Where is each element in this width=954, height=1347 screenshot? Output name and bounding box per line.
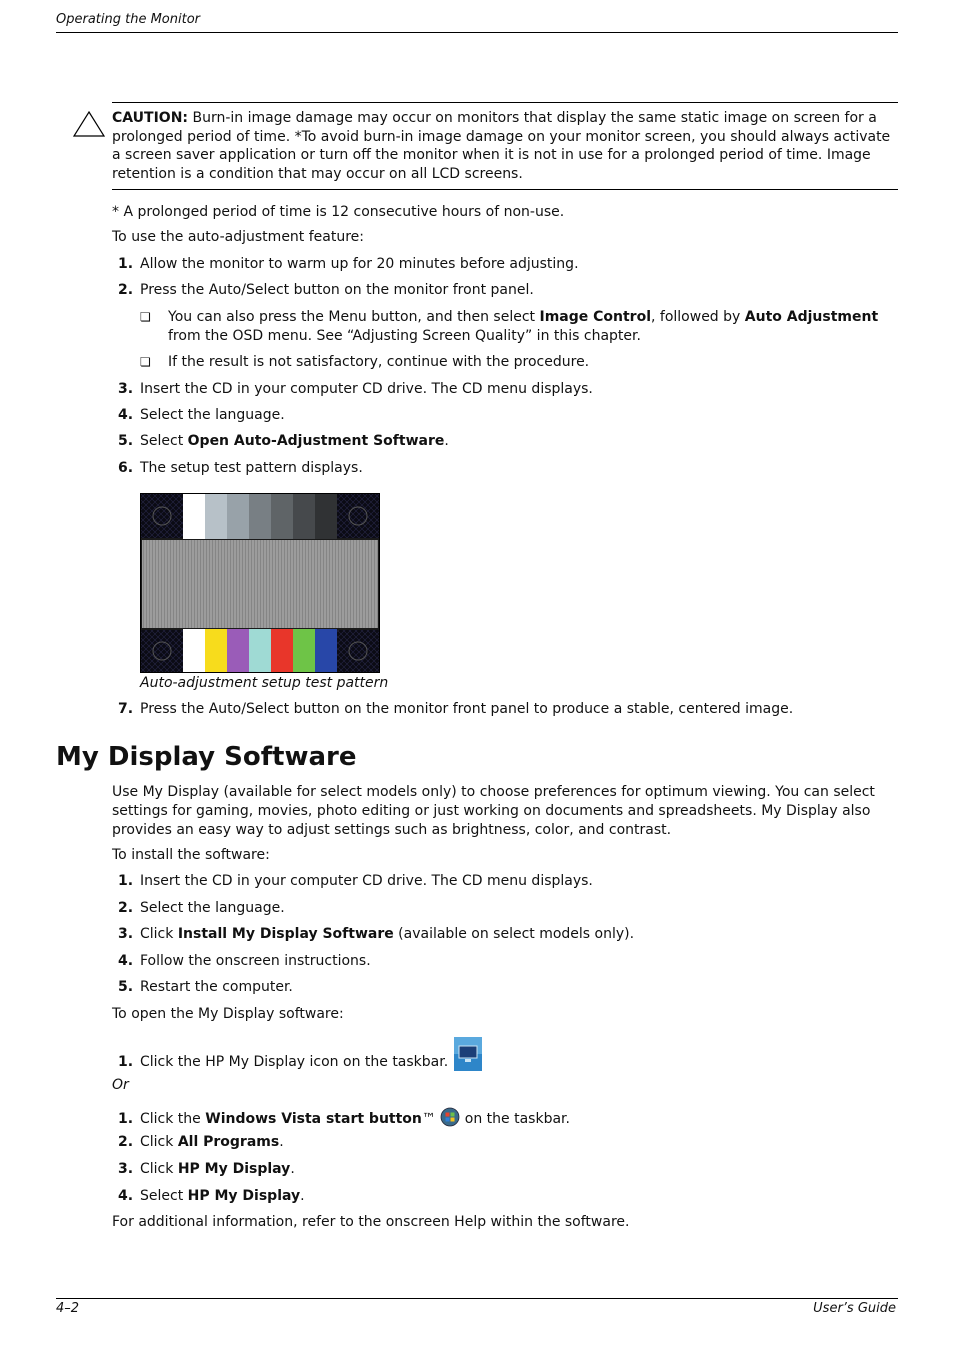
bullet-item: ❏ You can also press the Menu button, and then select Image Control, followed by Auto Adjustment from the OSD menu. See “Adjusting Screen Quality” in this chapter. — [140, 309, 879, 344]
gray-bar — [293, 494, 315, 539]
gray-bar — [271, 494, 293, 539]
figure-caption: Auto-adjustment setup test pattern — [140, 675, 389, 691]
guide-title: User’s Guide — [813, 1301, 896, 1316]
color-bar — [249, 629, 271, 672]
list-item: 7. Press the Auto/Select button on the monitor front panel to produce a stable, centered image. — [118, 701, 794, 717]
hp-my-display-icon — [453, 1036, 483, 1072]
bullet-item: ❏ If the result is not satisfactory, continue with the procedure. — [140, 354, 590, 370]
list-item: 4. Select HP My Display. — [118, 1188, 305, 1204]
test-pattern-image — [140, 493, 380, 673]
color-bar — [227, 629, 249, 672]
gray-field — [142, 540, 378, 628]
list-item: 1. Click the Windows Vista start button™ on the taskbar. — [118, 1107, 898, 1129]
list-item: 4. Follow the onscreen instructions. — [118, 953, 371, 969]
list-item: 5. Restart the computer. — [118, 979, 293, 995]
gray-bar-group — [183, 494, 337, 539]
gray-bar — [249, 494, 271, 539]
running-header: Operating the Monitor — [56, 12, 201, 27]
open-intro: To open the My Display software: — [112, 1006, 344, 1022]
or-separator: Or — [112, 1077, 129, 1093]
color-bar — [205, 629, 227, 672]
page-number: 4–2 — [56, 1301, 80, 1316]
color-bar — [293, 629, 315, 672]
caution-text: Burn-in image damage may occur on monitors that display the same static image on screen for a prolonged period of time. *To avoid burn-in image damage on your monitor screen, you should always activate a screen saver application or turn off the monitor when it is not in use for a prolonged period of time. Image retention is a condition that may occur on all LCD screens. — [112, 110, 891, 182]
list-item: 3. Click Install My Display Software (available on select models only). — [118, 926, 635, 942]
list-item: 3. Insert the CD in your computer CD drive. The CD menu displays. — [118, 381, 593, 397]
closing-text: For additional information, refer to the onscreen Help within the software. — [112, 1214, 630, 1230]
header-rule — [56, 32, 898, 33]
gray-bar — [205, 494, 227, 539]
color-bar-group — [183, 629, 337, 672]
caution-triangle-icon — [72, 110, 106, 138]
list-item: 5. Select Open Auto-Adjustment Software. — [118, 433, 449, 449]
section-intro: Use My Display (available for select models only) to choose preferences for optimum viewing. You can select settings for gaming, movies, photo editing or just working on documents and spreadsheets. My Display also provides an easy way to adjust settings such as brightness, color, and contrast. — [112, 784, 875, 838]
auto-intro: To use the auto-adjustment feature: — [112, 229, 364, 245]
caution-label: CAUTION: — [112, 110, 189, 126]
gray-bar — [183, 494, 205, 539]
checkbox-bullet-icon: ❏ — [140, 355, 151, 369]
list-item: 2. Click All Programs. — [118, 1134, 284, 1150]
list-item: 6. The setup test pattern displays. — [118, 460, 363, 476]
list-item: 4. Select the language. — [118, 407, 285, 423]
checkbox-bullet-icon: ❏ — [140, 310, 151, 324]
list-item: 3. Click HP My Display. — [118, 1161, 295, 1177]
section-title: My Display Software — [56, 742, 357, 772]
caution-notice — [112, 102, 898, 190]
list-item: 1. Click the HP My Display icon on the taskbar. — [118, 1036, 898, 1072]
gray-bar — [227, 494, 249, 539]
list-item: 2. Select the language. — [118, 900, 285, 916]
color-bar — [271, 629, 293, 672]
list-item: 1. Insert the CD in your computer CD drive. The CD menu displays. — [118, 873, 593, 889]
gray-bar — [315, 494, 337, 539]
list-item: 1. Allow the monitor to warm up for 20 minutes before adjusting. — [118, 256, 579, 272]
color-bar — [183, 629, 205, 672]
footer-rule — [56, 1298, 898, 1299]
footnote: * A prolonged period of time is 12 consecutive hours of non-use. — [112, 204, 565, 220]
list-item: 2. Press the Auto/Select button on the monitor front panel. — [118, 282, 534, 298]
color-bar — [315, 629, 337, 672]
install-intro: To install the software: — [112, 847, 270, 863]
windows-start-orb-icon — [440, 1107, 460, 1127]
